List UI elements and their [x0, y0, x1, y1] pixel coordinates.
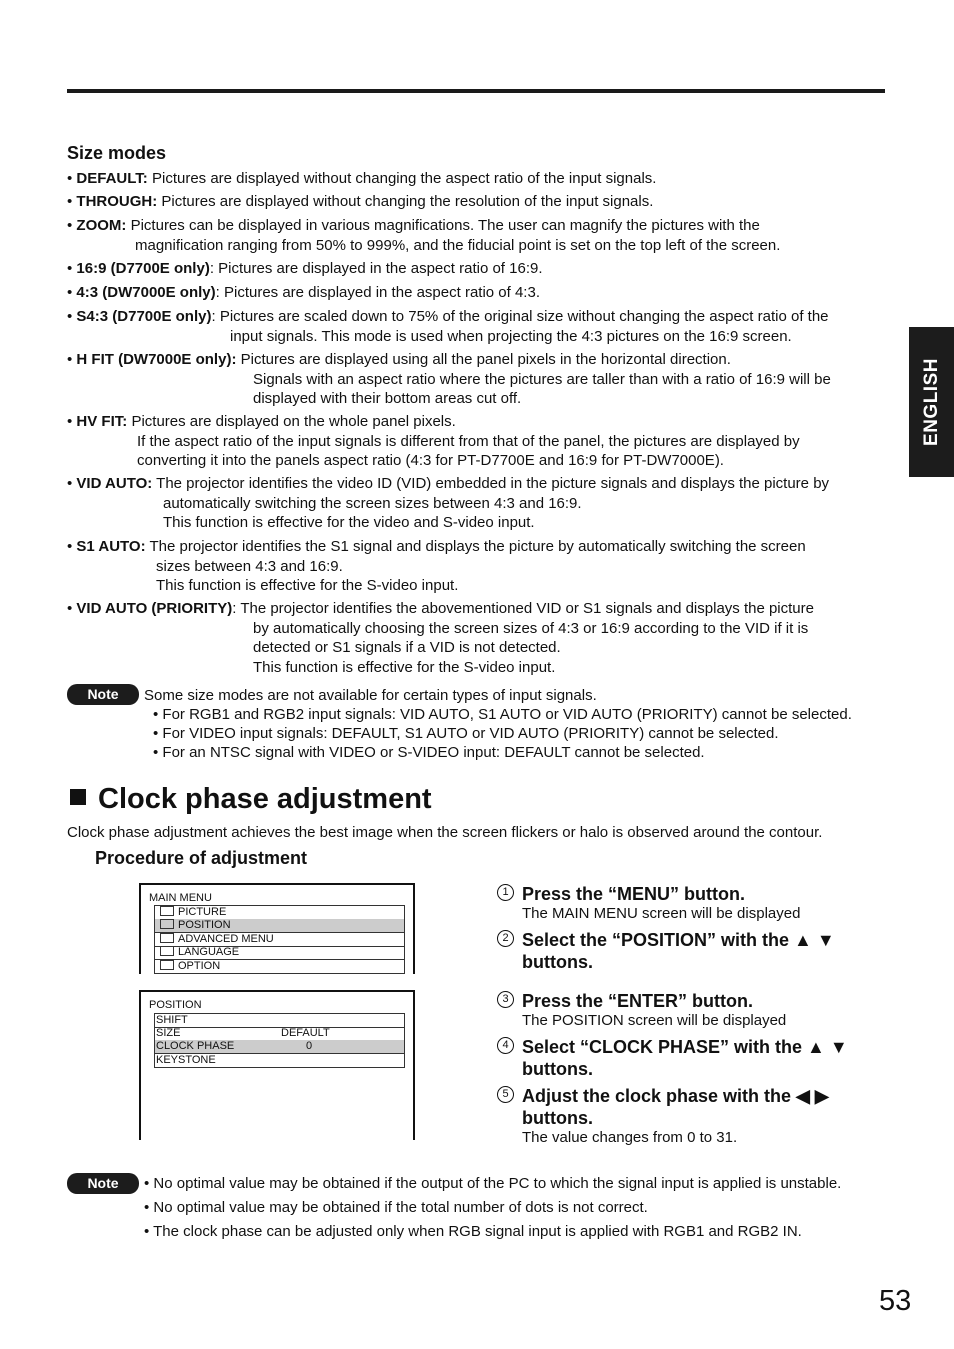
desc-line: If the aspect ratio of the input signals is different from that of the panel, the pictures are displayed by [137, 432, 800, 450]
term: 4:3 (DW7000E only) [76, 284, 216, 301]
menu-item-label: PICTURE [178, 906, 227, 918]
term: ZOOM: [76, 217, 127, 234]
menu-item-option [154, 960, 405, 974]
row-label: KEYSTONE [156, 1054, 216, 1066]
desc-line: Pictures are displayed without changing the aspect ratio of the input signals. [151, 170, 657, 187]
term: DEFAULT: [76, 170, 148, 187]
note-text: • For an NTSC signal with VIDEO or S-VIDEO input: DEFAULT cannot be selected. [153, 744, 705, 761]
term: S1 AUTO: [76, 538, 146, 555]
note-text: • No optimal value may be obtained if the total number of dots is not correct. [144, 1199, 648, 1216]
step-number: 5 [497, 1086, 514, 1103]
desc-line: input signals. This mode is used when projecting the 4:3 pictures on the 16:9 screen. [230, 327, 792, 345]
step-text: buttons. [522, 1059, 593, 1079]
term: 16:9 (D7700E only) [76, 260, 210, 277]
desc-line: : Pictures are scaled down to 75% of the original size without changing the aspect ratio of the [211, 308, 829, 325]
desc-line: The projector identifies the S1 signal and displays the picture by automatically switching the screen [149, 538, 806, 555]
desc-line: : Pictures are displayed in the aspect ratio of 4:3. [215, 284, 540, 301]
desc-line: automatically switching the screen sizes between 4:3 and 16:9. [163, 494, 582, 512]
row-label: SHIFT [156, 1014, 188, 1026]
section-intro: Clock phase adjustment achieves the best image when the screen flickers or halo is observed around the contour. [67, 824, 823, 841]
desc-line: Pictures can be displayed in various magnifications. The user can magnify the pictures with the [130, 217, 760, 234]
desc-line: This function is effective for the S-video input. [156, 577, 459, 594]
term: VID AUTO: [76, 475, 153, 492]
size-mode-vid-auto: • VID AUTO: The projector identifies the video ID (VID) embedded in the picture signals and displays the picture by automatically switching the screen sizes between 4:3 and 16:9. This function is effective for the video and S-video input. [67, 475, 830, 531]
procedure-heading: Procedure of adjustment [95, 848, 308, 868]
size-mode-16-9: • 16:9 (D7700E only): Pictures are displayed in the aspect ratio of 16:9. [67, 260, 543, 277]
desc-line: displayed with their bottom areas cut off. [253, 390, 522, 407]
size-mode-default: • DEFAULT: Pictures are displayed without changing the aspect ratio of the input signals. [67, 170, 657, 187]
term: H FIT (DW7000E only): [76, 351, 237, 368]
desc-line: Pictures are displayed on the whole panel pixels. [131, 413, 456, 430]
desc-line: Signals with an aspect ratio where the pictures are taller than with a ratio of 16:9 will be [253, 370, 831, 388]
note-text: • The clock phase can be adjusted only when RGB signal input is applied with RGB1 and RGB2 IN. [144, 1223, 802, 1240]
step-text: buttons. [522, 952, 593, 972]
desc-line: The projector identifies the video ID (VID) embedded in the picture signals and displays the picture by [156, 475, 830, 492]
position-row-size [154, 1027, 405, 1041]
note-text: • No optimal value may be obtained if the output of the PC to which the signal input is applied is unstable. [144, 1175, 842, 1192]
row-value: 0 [306, 1040, 313, 1052]
language-icon [160, 946, 174, 956]
step-number: 3 [497, 991, 514, 1008]
menu-item-label: ADVANCED MENU [178, 933, 274, 945]
menu-item-label: OPTION [178, 960, 221, 972]
position-title: POSITION [149, 999, 202, 1011]
bullet-square-icon [70, 789, 86, 805]
size-mode-s1-auto: • S1 AUTO: The projector identifies the S1 signal and displays the picture by automatically switching the screen sizes between 4:3 and 16:9. This function is effective for the S-video input. [67, 538, 806, 594]
picture-icon [160, 906, 174, 916]
desc-line: Pictures are displayed using all the panel pixels in the horizontal direction. [240, 351, 731, 368]
size-mode-hv-fit: • HV FIT: Pictures are displayed on the whole panel pixels. If the aspect ratio of the input signals is different from that of the panel, the pictures are displayed by converting it into the panels aspect ratio (4:3 for PT-D7700E and 16:9 for PT-DW7000E). [67, 413, 800, 469]
menu-item-advanced [154, 933, 405, 947]
term: THROUGH: [76, 193, 158, 210]
main-menu-screen [139, 883, 415, 974]
note-text: • For VIDEO input signals: DEFAULT, S1 AUTO or VID AUTO (PRIORITY) cannot be selected. [153, 725, 779, 742]
term: HV FIT: [76, 413, 128, 430]
step-text: Select “CLOCK PHASE” with the ▲ ▼ [522, 1037, 848, 1057]
size-mode-h-fit: • H FIT (DW7000E only): Pictures are displayed using all the panel pixels in the horizontal direction. Signals with an aspect ratio where the pictures are taller than with a ratio of 16:9 will be displayed with their bottom areas cut off. [67, 351, 831, 407]
size-modes-heading: Size modes [67, 143, 167, 163]
desc-line: by automatically choosing the screen sizes of 4:3 or 16:9 according to the VID if it is [253, 619, 809, 637]
main-menu-title: MAIN MENU [149, 892, 212, 904]
row-label: SIZE [156, 1027, 181, 1039]
page-number: 53 [879, 1285, 912, 1317]
desc-line: This function is effective for the S-video input. [253, 658, 556, 676]
position-row-clock-phase [154, 1040, 405, 1054]
desc-line: converting it into the panels aspect ratio (4:3 for PT-D7700E and 16:9 for PT-DW7000E). [137, 452, 724, 469]
menu-item-picture [154, 905, 405, 920]
desc-line: sizes between 4:3 and 16:9. [156, 557, 343, 575]
desc-line: Pictures are displayed without changing the resolution of the input signals. [161, 193, 654, 210]
menu-item-label: LANGUAGE [178, 946, 240, 958]
term: VID AUTO (PRIORITY) [76, 600, 233, 617]
step-subtext: The POSITION screen will be displayed [522, 1012, 787, 1029]
step-text: Select the “POSITION” with the ▲ ▼ [522, 930, 835, 950]
step-text: buttons. [522, 1108, 593, 1128]
size-mode-through: • THROUGH: Pictures are displayed without changing the resolution of the input signals. [67, 193, 654, 210]
desc-line: magnification ranging from 50% to 999%, and the fiducial point is set on the top left of the screen. [135, 236, 781, 254]
step-subtext: The MAIN MENU screen will be displayed [522, 905, 801, 922]
size-mode-zoom: • ZOOM: Pictures can be displayed in various magnifications. The user can magnify the pictures with the magnification ranging from 50% to 999%, and the fiducial point is set on the top left of the screen. [67, 217, 781, 254]
language-tab-label: ENGLISH [920, 358, 942, 446]
desc-line: This function is effective for the video and S-video input. [163, 514, 535, 531]
position-row-keystone [154, 1054, 405, 1068]
step-number: 1 [497, 884, 514, 901]
section-title [70, 783, 432, 816]
size-mode-vid-auto-priority: • VID AUTO (PRIORITY): The projector identifies the abovementioned VID or S1 signals and displays the picture by automatically choosing the screen sizes of 4:3 or 16:9 according to the VID if it is detected or S1 signals if a VID is not detected. This function is effective for the S-video input. [67, 600, 814, 676]
note-badge: Note [67, 684, 139, 705]
header-rule [67, 89, 885, 93]
step-number: 4 [497, 1037, 514, 1054]
option-icon [160, 960, 174, 970]
menu-item-label: POSITION [178, 919, 231, 931]
row-value: DEFAULT [281, 1027, 330, 1039]
position-icon [160, 919, 174, 929]
desc-line: : The projector identifies the abovementioned VID or S1 signals and displays the picture [232, 600, 814, 617]
note-text: • For RGB1 and RGB2 input signals: VID AUTO, S1 AUTO or VID AUTO (PRIORITY) cannot be selected. [153, 706, 852, 723]
size-mode-4-3: • 4:3 (DW7000E only): Pictures are displayed in the aspect ratio of 4:3. [67, 284, 540, 301]
step-subtext: The value changes from 0 to 31. [522, 1129, 738, 1146]
position-row-shift [154, 1013, 405, 1028]
step-number: 2 [497, 930, 514, 947]
desc-line: : Pictures are displayed in the aspect ratio of 16:9. [209, 260, 543, 277]
step-text: Adjust the clock phase with the ◀ ▶ [522, 1086, 829, 1106]
position-screen [139, 990, 415, 1140]
note-text: Some size modes are not available for certain types of input signals. [144, 687, 597, 704]
desc-line: detected or S1 signals if a VID is not detected. [253, 639, 561, 656]
section-title-text: Clock phase adjustment [98, 783, 432, 815]
advanced-menu-icon [160, 933, 174, 943]
term: S4:3 (D7700E only) [76, 308, 212, 325]
menu-item-position [154, 919, 405, 933]
step-text: Press the “MENU” button. [522, 884, 746, 904]
size-mode-s4-3: • S4:3 (D7700E only): Pictures are scaled down to 75% of the original size without changing the aspect ratio of the input signals. This mode is used when projecting the 4:3 pictures on the 16:9 screen. [67, 308, 829, 345]
menu-item-language [154, 946, 405, 960]
note-badge: Note [67, 1173, 139, 1194]
language-tab [909, 327, 954, 477]
row-label: CLOCK PHASE [156, 1040, 235, 1052]
step-text: Press the “ENTER” button. [522, 991, 754, 1011]
